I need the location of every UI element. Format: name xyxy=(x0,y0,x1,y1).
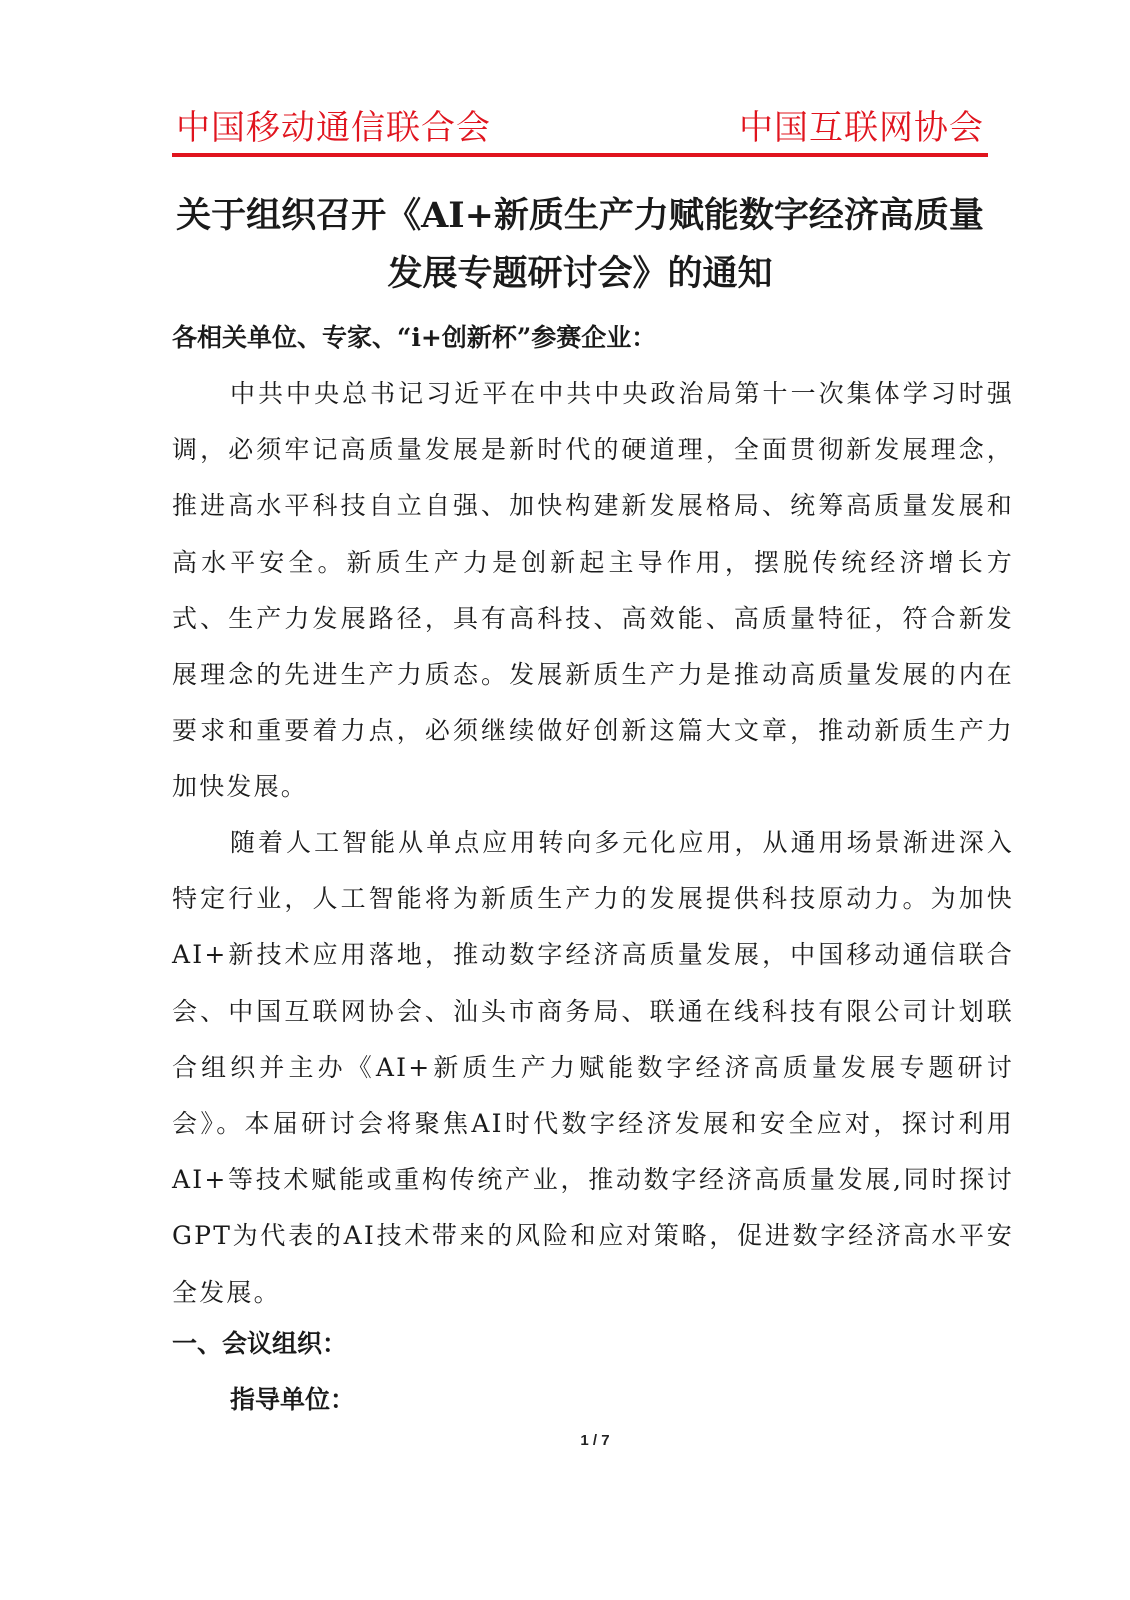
section-heading: 一、会议组织： xyxy=(172,1329,348,1358)
body-paragraph-1: 中共中央总书记习近平在中共中央政治局第十一次集体学习时强调，必须牢记高质量发展是新时代的硬道理，全面贯彻新发展理念，推进高水平科技自立自强、加快构建新发展格局、统筹高质量发展和高水平安全。新质生产力是创新起主导作用，摆脱传统经济增长方式、生产力发展路径，具有高科技、高效能、高质量特征，符合新发展理念的先进生产力质态。发展新质生产力是推动高质量发展的内在要求和重要着力点，必须继续做好创新这篇大文章，推动新质生产力加快发展。 xyxy=(172,379,1014,802)
subsection-heading: 指导单位： xyxy=(230,1385,356,1414)
letterhead-left-org: 中国移动通信联合会 xyxy=(176,108,491,148)
document-title-line-2: 发展专题研讨会》的通知 xyxy=(387,253,773,294)
letterhead-right-org: 中国互联网协会 xyxy=(739,108,984,148)
letterhead xyxy=(172,106,988,156)
document-title-line-1: 关于组织召开《AI+新质生产力赋能数字经济高质量 xyxy=(176,195,984,236)
letterhead-red-rule xyxy=(172,153,988,157)
body-paragraph-2: 随着人工智能从单点应用转向多元化应用，从通用场景渐进深入特定行业，人工智能将为新质生产力的发展提供科技原动力。为加快AI+新技术应用落地，推动数字经济高质量发展，中国移动通信联合会、中国互联网协会、汕头市商务局、联通在线科技有限公司计划联合组织并主办《AI+新质生产力赋能数字经济高质量发展专题研讨会》。本届研讨会将聚焦AI时代数字经济发展和安全应对，探讨利用AI+等技术赋能或重构传统产业，推动数字经济高质量发展,同时探讨GPT为代表的AI技术带来的风险和应对策略，促进数字经济高水平安全发展。 xyxy=(172,828,1014,1307)
salutation: 各相关单位、专家、“i+创新杯”参赛企业： xyxy=(172,323,657,352)
page-number: 1 / 7 xyxy=(580,1432,610,1449)
